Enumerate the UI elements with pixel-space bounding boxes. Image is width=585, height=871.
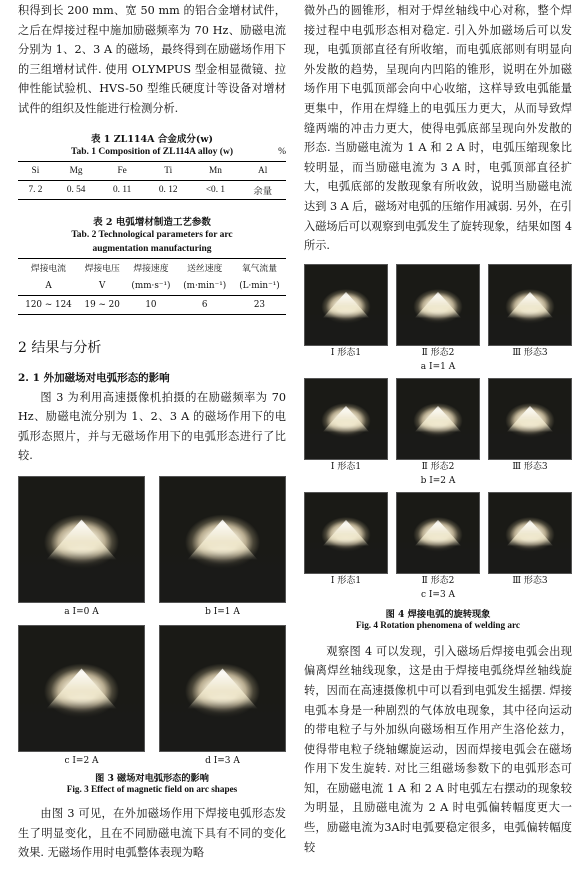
paragraph-fig3-intro: 图 3 为利用高速摄像机拍摄的在励磁频率为 70 Hz、励磁电流分别为 1、2、3 A 的磁场作用下的电弧形态照片，并与无磁场作用下的电弧形态进行了比较. — [18, 390, 286, 463]
table1-cell: 0. 54 — [66, 184, 86, 195]
table1-cell: 7. 2 — [28, 184, 43, 195]
paragraph-fig3-discussion: 由图 3 可见，在外加磁场作用下焊接电弧形态发生了明显变化，且在不同励磁电流下具有不同的变化效果. 无磁场作用时电弧整体表现为略 — [18, 806, 286, 860]
table2-cell: 23 — [253, 299, 266, 310]
table1-header-row — [18, 161, 286, 180]
table2-cell: 19 ~ 20 — [84, 299, 120, 310]
arc-photo — [304, 264, 388, 346]
fig4-row — [304, 378, 572, 488]
fig3-sublabel: a I=0 A — [64, 606, 99, 617]
table2-header: 氧气流量 — [241, 264, 278, 275]
arc-photo — [159, 476, 286, 603]
table2-cell: 6 — [201, 299, 208, 310]
table2-unit: V — [79, 277, 125, 296]
fig3-panel — [159, 625, 286, 768]
fig4-cell-label: Ⅱ 形态2 — [421, 575, 455, 586]
table2-header: 焊接电压 — [84, 264, 120, 275]
arc-photo — [18, 625, 145, 752]
table1-header: Al — [239, 161, 286, 180]
fig4-row-label: a I=1 A — [420, 361, 456, 372]
fig4-panel — [396, 378, 480, 474]
table1-caption-en: Tab. 1 Composition of ZL114A alloy (w) — [71, 146, 233, 157]
fig3-caption-en: Fig. 3 Effect of magnetic field on arc shapes — [66, 783, 238, 794]
table2-header: 焊接速度 — [133, 264, 169, 275]
fig3-sublabel: c I=2 A — [64, 755, 99, 766]
arc-photo — [18, 476, 145, 603]
table2-unit: (L·min⁻¹) — [233, 277, 286, 296]
fig4-panel — [488, 492, 572, 588]
arc-photo — [159, 625, 286, 752]
table1-header: Ti — [145, 161, 191, 180]
section-heading: 2 结果与分析 — [18, 339, 102, 356]
fig4-caption-en: Fig. 4 Rotation phenomena of welding arc — [356, 619, 520, 630]
fig4-row-label: b I=2 A — [420, 475, 456, 486]
table2-unit-row — [18, 277, 286, 296]
arc-photo — [488, 378, 572, 460]
fig4-row-label: c I=3 A — [420, 589, 456, 600]
fig4-cell-label: Ⅱ 形态2 — [421, 461, 455, 472]
table1-cell: 0. 12 — [158, 184, 178, 195]
arc-photo — [396, 378, 480, 460]
fig4-panel — [488, 378, 572, 474]
fig3-sublabel: d I=3 A — [205, 755, 240, 766]
table1 — [18, 161, 286, 200]
table1-cell: 余量 — [253, 186, 273, 197]
arc-photo — [488, 264, 572, 346]
fig4-panel — [304, 378, 388, 474]
arc-photo — [488, 492, 572, 574]
fig4-cell-label: Ⅰ 形态1 — [330, 575, 362, 586]
table1-unit: % — [278, 146, 286, 157]
figure-3 — [18, 476, 286, 794]
fig4-cell-label: Ⅰ 形态1 — [330, 347, 362, 358]
fig4-panel — [304, 264, 388, 360]
fig3-panel — [18, 476, 145, 619]
table1-header: Mg — [53, 161, 99, 180]
left-column — [18, 0, 286, 863]
table2-caption-en-1: Tab. 2 Technological parameters for arc — [71, 229, 233, 240]
fig3-panel — [159, 476, 286, 619]
fig4-panel — [304, 492, 388, 588]
subsection-heading: 2. 1 外加磁场对电弧形态的影响 — [18, 371, 170, 384]
fig4-cell-label: Ⅲ 形态3 — [512, 575, 548, 586]
fig4-row — [304, 264, 572, 374]
table1-header: Si — [18, 161, 53, 180]
table2-value-row — [18, 295, 286, 314]
table2-header: 焊接电流 — [30, 264, 67, 275]
fig4-panel — [488, 264, 572, 360]
table1-cell: 0. 11 — [113, 184, 132, 195]
figure-4 — [304, 264, 572, 630]
table2-unit: A — [18, 277, 79, 296]
table2 — [18, 258, 286, 315]
arc-photo — [396, 492, 480, 574]
table2-caption-en-2: augmentation manufacturing — [92, 243, 212, 254]
fig4-cell-label: Ⅲ 形态3 — [512, 347, 548, 358]
table2-cell: 120 ~ 124 — [25, 299, 72, 310]
paragraph-fig4-discussion: 观察图 4 可以发现，引入磁场后焊接电弧会出现偏离焊丝轴线现象，这是由于焊接电弧绕焊丝轴线旋转，因而在高速摄像机中可以看到电弧发生摇摆. 焊接电弧本身是一种剧烈的气体放电现象，其中径向运动的带电粒子与外加纵向磁场相互作用产生洛伦兹力，使得带电粒子绕轴螺旋运动，因而焊接电弧会在磁场作用下发生旋转. 对比三组磁场参数下的电弧形态可知，在励磁电流 1 A 和 2 A 时电弧左右摆动的现象较为明显，且励磁电流为 2 A 时电弧偏转幅度更大一些，励磁电流为3A时电弧要稳定很多，电弧偏转幅度较 — [304, 644, 572, 854]
table1-caption-en-wrap — [18, 145, 286, 159]
table1-header: Fe — [99, 161, 145, 180]
fig3-sublabel: b I=1 A — [205, 606, 240, 617]
arc-photo — [304, 378, 388, 460]
table2-caption-cn: 表 2 电弧增材制造工艺参数 — [93, 216, 211, 228]
arc-photo — [304, 492, 388, 574]
fig4-panel — [396, 492, 480, 588]
table2-header-row — [18, 258, 286, 277]
fig3-panel — [18, 625, 145, 768]
fig4-panel — [396, 264, 480, 360]
table1-value-row — [18, 180, 286, 199]
table1-header: Mn — [191, 161, 239, 180]
fig4-cell-label: Ⅱ 形态2 — [421, 347, 455, 358]
fig3-caption-cn: 图 3 磁场对电弧形态的影响 — [95, 772, 209, 784]
fig4-row — [304, 492, 572, 602]
arc-photo — [396, 264, 480, 346]
table2-header: 送丝速度 — [187, 264, 223, 275]
table1-cell: <0. 1 — [205, 184, 226, 195]
fig4-cell-label: Ⅲ 形态3 — [512, 461, 548, 472]
right-column — [304, 0, 572, 857]
table2-unit: (mm·s⁻¹) — [125, 277, 176, 296]
fig4-cell-label: Ⅰ 形态1 — [330, 461, 362, 472]
table2-unit: (m·min⁻¹) — [177, 277, 233, 296]
table2-cell: 10 — [145, 299, 157, 310]
paragraph-continued: 微外凸的圆锥形，相对于焊丝轴线中心对称，整个焊接过程中电弧形态相对稳定. 引入外加磁场后可以发现，电弧顶部直径有所收缩，而电弧底部则有明显向外发散的趋势，呈现向内凹陷的锥形，说明在外加磁场作用下电弧顶部会向中心收缩，这样导致电弧能量更集中，作用在焊缝上的电弧压力更大，从而导致焊缝两端的冲击力更大，使得电弧底部呈现向外发散的形态. 当励磁电流为 1 A 和 2 A 时，电弧压缩现象比较明显，而当励磁电流为 3 A 时，电弧顶部直径扩大，电弧底部的发散现象有所收敛，说明当励磁电流达到 3 A 后，磁场对电弧的压缩作用减弱. 另外，在引入磁场后可以观察到电弧发生了旋转现象，结果如图 4 所示. — [304, 4, 572, 253]
paragraph-intro: 积得到长 200 mm、宽 50 mm 的铝合金增材试件，之后在焊接过程中施加励磁频率为 70 Hz、励磁电流分别为 1、2、3 A 的磁场，最终得到在励磁场作用下的三组增材试件. 使用 OLYMPUS 型金相显微镜、拉伸性能试验机、HVS-50 型维氏硬度计等设备对增材试件的组织及性能进行检测分析. — [18, 4, 286, 115]
table1-caption-cn: 表 1 ZL114A 合金成分(w) — [90, 133, 214, 145]
fig4-caption-cn: 图 4 焊接电弧的旋转现象 — [385, 608, 491, 620]
